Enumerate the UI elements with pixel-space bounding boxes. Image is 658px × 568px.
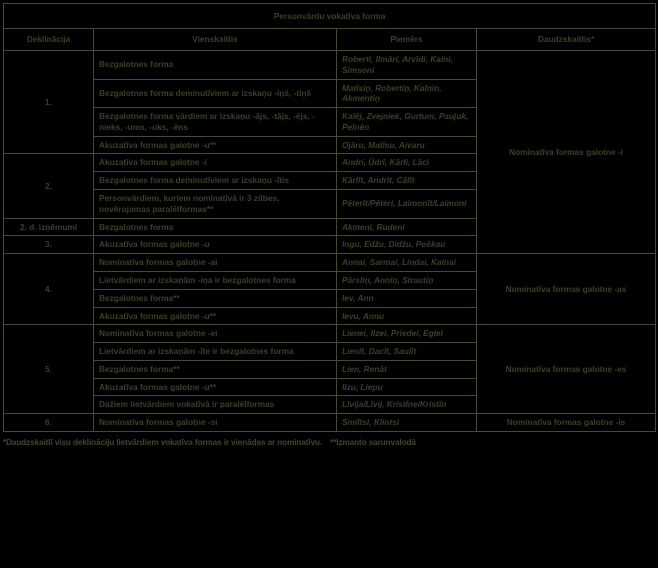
example-cell: Ojāru, Matīsu, Aivaru — [337, 136, 477, 154]
singular-rule-cell: Nominatīva formas galotne -ei — [94, 325, 337, 343]
singular-rule-cell: Nominatīva formas galotne -ai — [94, 254, 337, 272]
example-cell: Annai, Sarmai, Lindai, Kalnai — [337, 254, 477, 272]
singular-rule-cell: Bezgalotnes forma — [94, 51, 337, 80]
table-title-row — [4, 4, 656, 29]
example-cell: Pārsliņ, Anniņ, Strautiņ — [337, 271, 477, 289]
page-title: Personvārdu vokatīva forma — [4, 4, 656, 29]
table-header-row — [4, 29, 656, 51]
singular-rule-cell: Nominatīva formas galotne -si — [94, 414, 337, 432]
singular-rule-cell: Akuzatīva formas galotne -u** — [94, 136, 337, 154]
example-cell: Kārlīt, Andrīt, Cālīt — [337, 172, 477, 190]
table-body — [4, 4, 656, 432]
table-row — [4, 414, 656, 432]
example-cell: Ilzu, Liepu — [337, 378, 477, 396]
singular-rule-cell: Lietvārdiem ar izskaņām -īte ir bezgalotnes forma — [94, 343, 337, 361]
footnote — [3, 438, 655, 449]
plural-form-cell: Nominatīva formas galotne -es — [477, 325, 656, 414]
singular-rule-cell: Bezgalotnes forma deminutīviem ar izskaņu -ītis — [94, 172, 337, 190]
singular-rule-cell: Bezgalotnes forma** — [94, 360, 337, 378]
example-cell: Iev, Ann — [337, 289, 477, 307]
example-cell: Roberti, Ilmāri, Arvīdi, Kalni, Simsoni — [337, 51, 477, 80]
example-cell: Lienei, Ilzei, Priedei, Eglei — [337, 325, 477, 343]
column-header-singular: Vienskaitlis — [94, 29, 337, 51]
example-cell: Smiltsi, Klintsi — [337, 414, 477, 432]
singular-rule-cell: Akuzatīva formas galotne -i — [94, 154, 337, 172]
example-cell: Andri, Ūdri, Kārli, Lāci — [337, 154, 477, 172]
column-header-declension: Deklinācija — [4, 29, 94, 51]
example-cell: Ingu, Edžu, Didžu, Poškau — [337, 236, 477, 254]
declension-cell: 2. — [4, 154, 94, 218]
singular-rule-cell: Personvārdiem, kuriem nominatīvā ir 3 zilbes, novērojamas paralēlformas** — [94, 190, 337, 219]
declension-cell: 6. — [4, 414, 94, 432]
singular-rule-cell: Bezgalotnes forma vārdiem ar izskaņu -ājs, -tājs, -ējs, -nieks, -ums, -uks, -ēns — [94, 108, 337, 137]
singular-rule-cell: Bezgalotnes forma — [94, 218, 337, 236]
declension-cell: 1. — [4, 51, 94, 154]
example-cell: Pēterīt/Pēteri, Laimonīt/Laimoni — [337, 190, 477, 219]
singular-rule-cell: Bezgalotnes forma deminutīviem ar izskaņu -iņš, -tiņš — [94, 79, 337, 108]
plural-form-cell: Nominatīva formas galotne -is — [477, 414, 656, 432]
singular-rule-cell: Lietvārdiem ar izskaņām -iņa ir bezgalotnes forma — [94, 271, 337, 289]
singular-rule-cell: Bezgalotnes forma** — [94, 289, 337, 307]
example-cell: Akmeni, Rudeni — [337, 218, 477, 236]
singular-rule-cell: Akuzatīva formas galotne -u** — [94, 307, 337, 325]
plural-form-cell: Nominatīva formas galotne -i — [477, 51, 656, 254]
example-cell: Matīsiņ, Robertiņ, Kalniņ, Akmentiņ — [337, 79, 477, 108]
example-cell: Lienīt, Dacīt, Saulīt — [337, 343, 477, 361]
declension-cell: 5. — [4, 325, 94, 414]
footnote-first: *Daudzskaitlī visu deklināciju lietvārdiem vokatīva formas ir vienādas ar nominatīvu. — [3, 437, 323, 447]
singular-rule-cell: Dažiem lietvārdiem vokatīvā ir paralēlformas — [94, 396, 337, 414]
singular-rule-cell: Akuzatīva formas galotne -u — [94, 236, 337, 254]
example-cell: Ievu, Annu — [337, 307, 477, 325]
table-row — [4, 254, 656, 272]
example-cell: Kalēj, Zvejniek, Gurtum, Paujuk, Pelnēn — [337, 108, 477, 137]
vocative-forms-table — [3, 3, 656, 432]
vocative-form-table-sheet — [0, 3, 658, 568]
example-cell: Lien, Renāt — [337, 360, 477, 378]
declension-cell: 2. d. izņēmumi — [4, 218, 94, 236]
footnote-second: **Izmanto sarunvalodā — [330, 437, 416, 447]
declension-cell: 4. — [4, 254, 94, 325]
example-cell: Līvija/Līvij, Kristīne/Kristīn — [337, 396, 477, 414]
plural-form-cell: Nominatīva formas galotne -as — [477, 254, 656, 325]
table-row — [4, 51, 656, 80]
table-row — [4, 325, 656, 343]
singular-rule-cell: Akuzatīva formas galotne -u** — [94, 378, 337, 396]
column-header-plural: Daudzskaitlis* — [477, 29, 656, 51]
declension-cell: 3. — [4, 236, 94, 254]
column-header-example: Piemērs — [337, 29, 477, 51]
